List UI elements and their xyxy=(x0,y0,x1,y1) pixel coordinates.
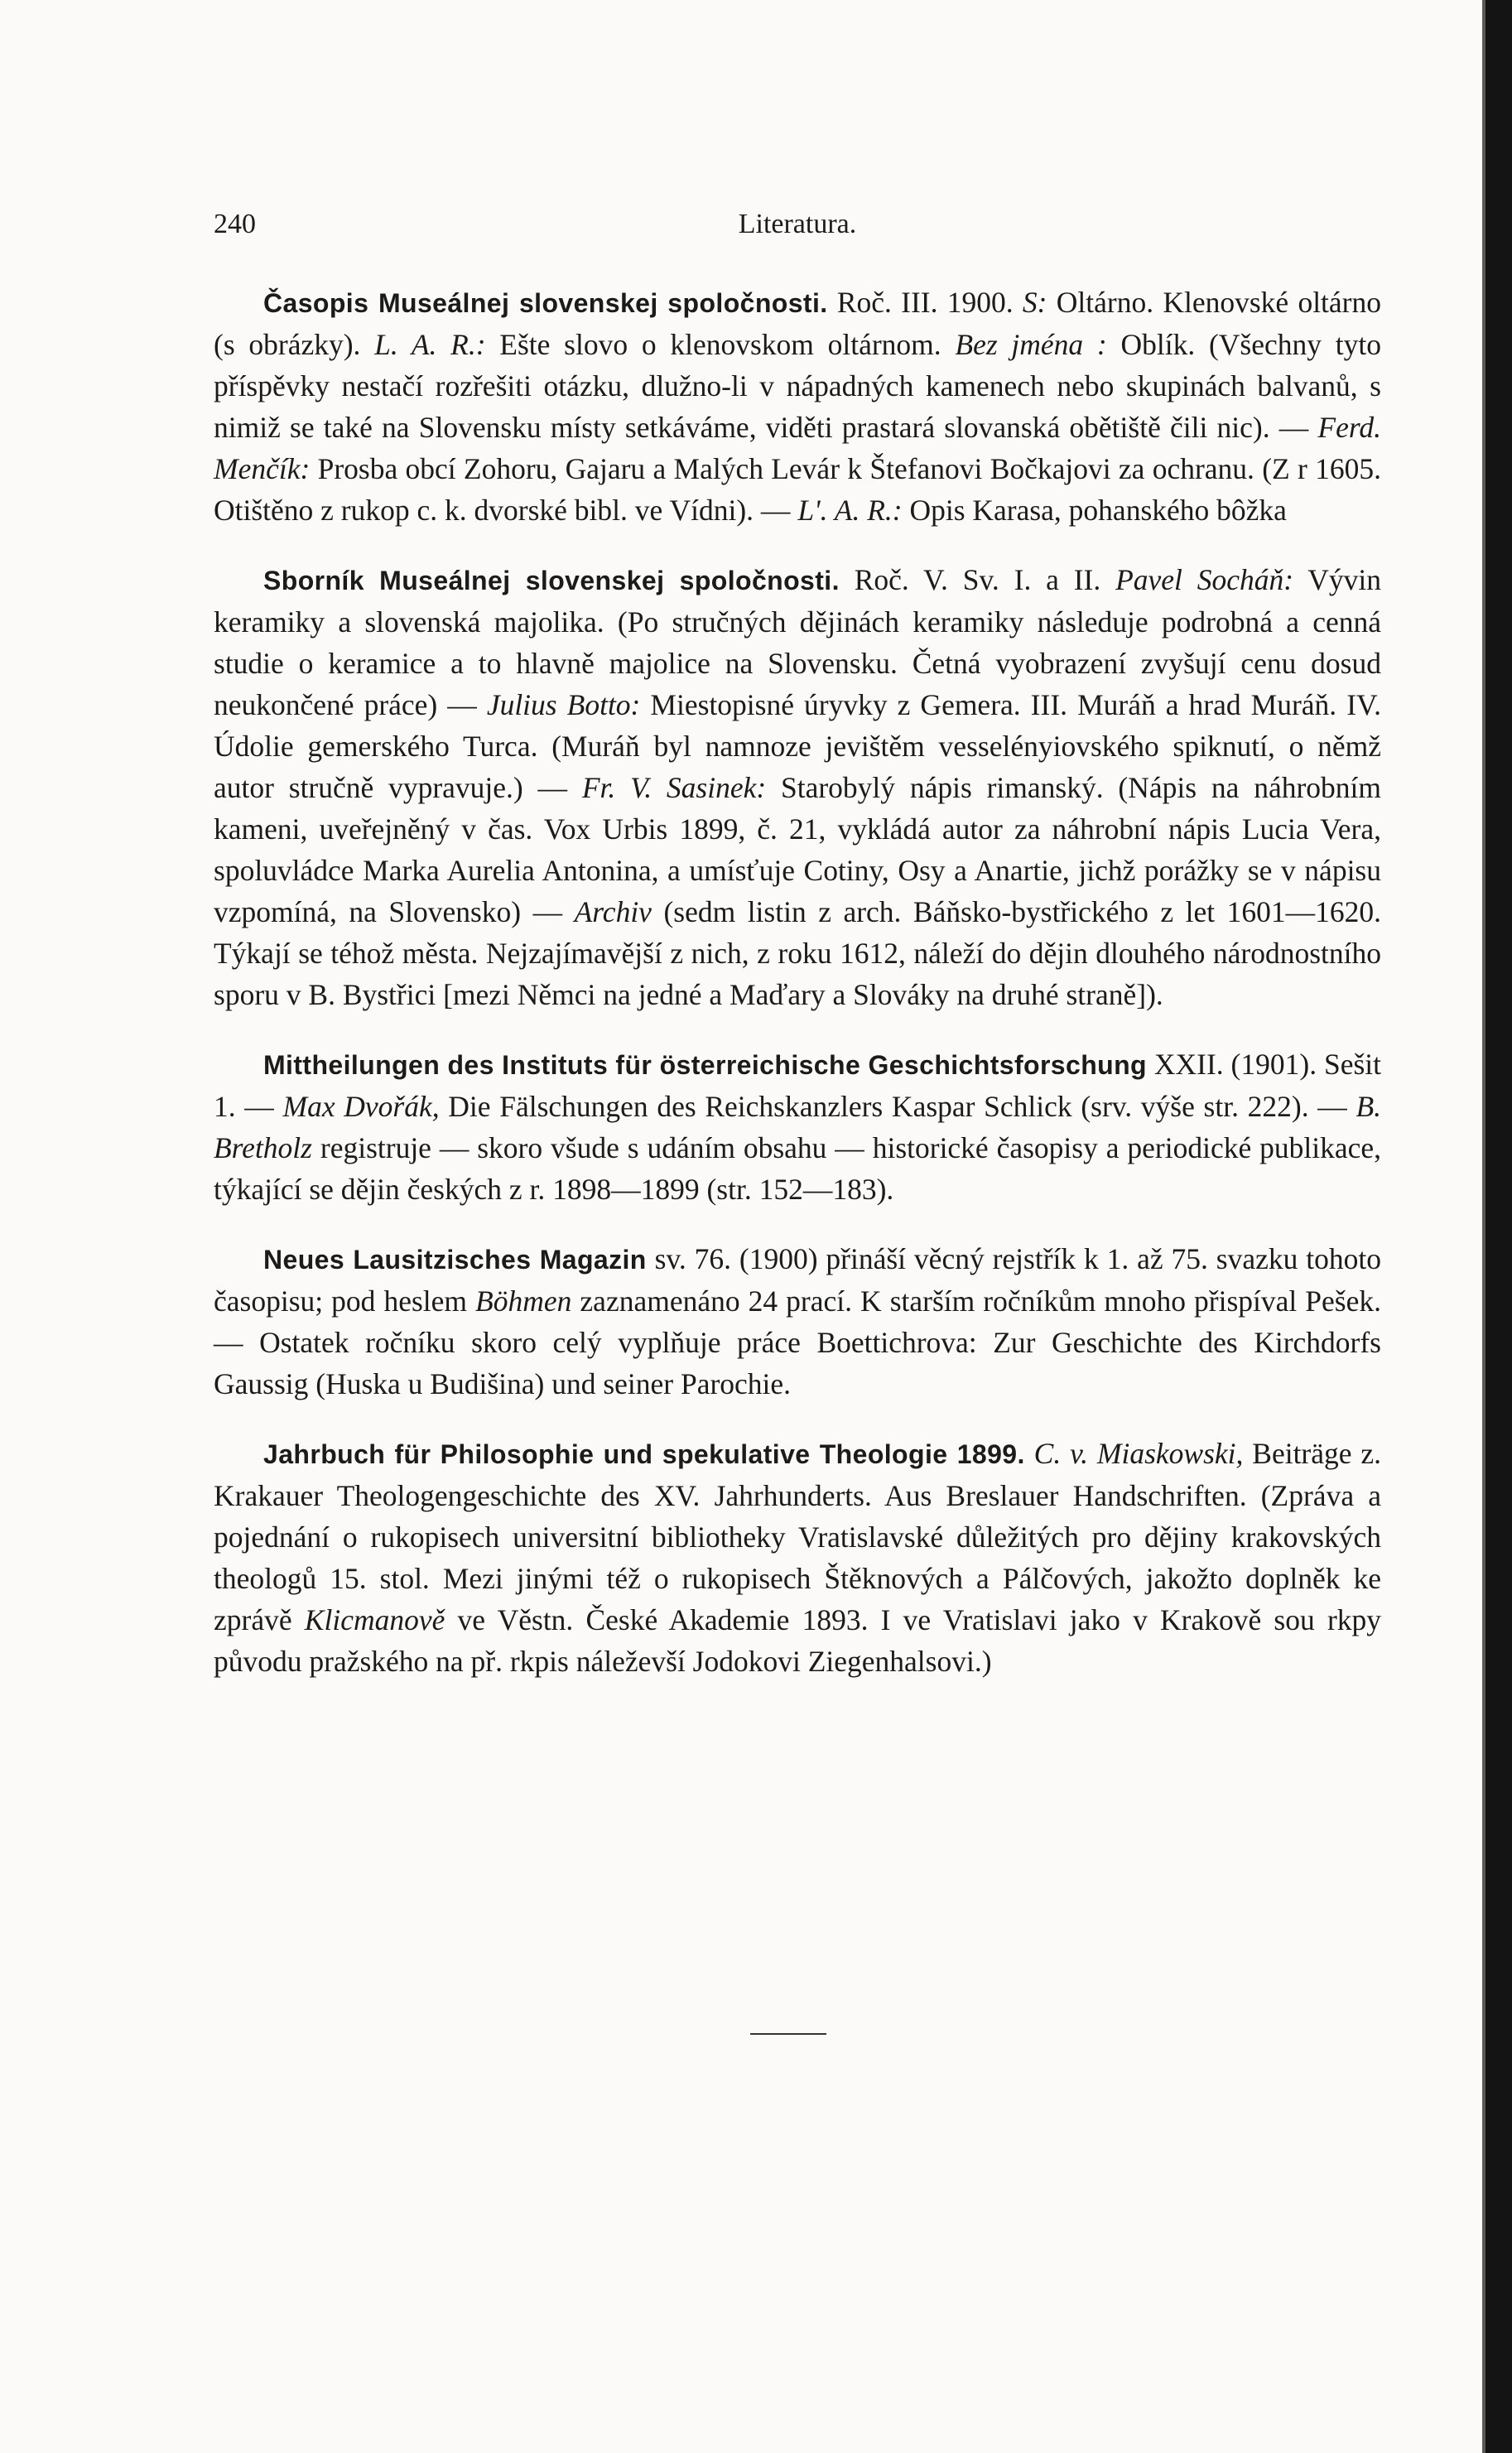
entry-text: Die Fälschungen des Reichskanzlers Kaspar Schlick (srv. výše str. 222). — xyxy=(439,1090,1356,1123)
scan-edge xyxy=(1482,0,1512,2453)
cited-author: Klicmanově xyxy=(304,1603,445,1636)
entry-text: Ešte slovo o klenovskom oltárnom. xyxy=(485,328,956,361)
entry-text: Miestopisné úryvky z Gemera. III. Muráň a hrad Muráň. IV. Údolie gemerského Turca. (Muráň byl namnoze jevištěm vesselényiovského spiknutí, o němž autor stručně vypravuje.) — xyxy=(214,688,1381,804)
entry-text: (sedm listin z arch. Báňsko-bystřického z let 1601—1620. Týkají se téhož města. Nejzajímavější z nich, z roku 1612, náleží do dějin dlouhého národnostního sporu v B. Bystřici [mezi Němci na jedné a Maďary a Slováky na druhé straně]). xyxy=(214,895,1381,1011)
entry-text: Vývin keramiky a slovenská majolika. (Po stručných dějinách keramiky následuje podrobná a cenná studie o keramice a to hlavně majolice na Slovensku. Četná vyobrazení zvyšují cenu dosud neukončené práce) — xyxy=(214,563,1382,721)
entry-text: Beiträge z. Krakauer Theologengeschichte des XV. Jahrhunderts. Aus Breslauer Handschriften. (Zpráva a pojednání o rukopisech universitní bibliotheky Vratislavské důležitých pro dějiny krakovských theologů 15. stol. Mezi jinými též o rukopisech Štěknových a Pálčových, jakožto doplněk ke zprávě xyxy=(214,1437,1382,1636)
entry-text: zaznamenáno 24 prací. K starším ročníkům mnoho přispíval Pešek. — Ostatek ročníku skoro celý vyplňuje práce Boettichrova: Zur Geschichte des Kirchdorfs Gaussig (Huska u Budišina) und seiner Parochie. xyxy=(214,1284,1381,1400)
cited-author: C. v. Miaskowski, xyxy=(1033,1437,1244,1470)
running-title: Literatura. xyxy=(738,209,857,239)
entry-text: Oblík. (Všechny tyto příspěvky nestačí rozřešiti otázku, dlužno-li v nápadných kamenech nebo skupinách balvanů, s nimiž se také na Slovensku místy setkáváme, viděti prastará slovanská obětiště čili nic). — xyxy=(214,328,1381,444)
cited-author: L. A. R.: xyxy=(374,328,486,361)
cited-author: Max Dvořák, xyxy=(282,1090,440,1123)
entry-body xyxy=(214,1437,1381,1678)
entry-text: Prosba obcí Zohoru, Gajaru a Malých Levár k Štefanovi Bočkajovi za ochranu. (Z r 1605. Otištěno z rukop c. k. dvorské bibl. ve Vídni). — xyxy=(214,452,1381,527)
cited-author: Archiv xyxy=(574,895,652,928)
page-number: 240 xyxy=(214,209,256,239)
cited-author: Bez jména : xyxy=(955,328,1107,361)
entry-jahrbuch-philosophie xyxy=(214,1433,1381,1682)
entry-neues-lausitzisches-magazin xyxy=(214,1238,1381,1405)
entry-lead: Časopis Museálnej slovenskej spoločnosti. xyxy=(263,288,828,318)
entry-text: Starobylý nápis rimanský. (Nápis na náhrobním kameni, uveřejněný v čas. Vox Urbis 1899, č. 21, vykládá autor za náhrobní nápis Lucia Vera, spoluvládce Marka Aurelia Antonina, a umísťuje Cotiny, Osy a Anartie, jichž porážky se v nápisu vzpomíná, na Slovensko) — xyxy=(214,771,1382,928)
entry-body xyxy=(214,563,1381,1011)
entry-text: ve Věstn. České Akademie 1893. I ve Vratislavi jako v Krakově sou rkpy původu pražského na př. rkpis náleževší Jodokovi Ziegenhalsovi.) xyxy=(214,1603,1382,1678)
cited-author: B. Bretholz xyxy=(214,1090,1382,1164)
cited-author: Böhmen xyxy=(475,1284,572,1318)
entry-lead: Neues Lausitzisches Magazin xyxy=(263,1245,647,1275)
entry-text: Opis Karasa, pohanského bôžka xyxy=(902,494,1287,527)
entry-sbornik-musealnej xyxy=(214,559,1381,1015)
cited-author: Ferd. Menčík: xyxy=(214,411,1381,485)
entry-lead: Sborník Museálnej slovenskej spoločnosti. xyxy=(263,566,840,595)
entry-text: Oltárno. Klenovské oltárno (s obrázky). xyxy=(214,286,1382,361)
entry-text: sv. 76. (1900) přináší věcný rejstřík k 1. až 75. svazku tohoto časopisu; pod heslem xyxy=(214,1242,1381,1318)
page-header xyxy=(214,209,1381,250)
entry-text xyxy=(1025,1437,1034,1470)
entry-lead: Mittheilungen des Instituts für österreichische Geschichtsforschung xyxy=(263,1050,1147,1080)
cited-author: Julius Botto: xyxy=(486,688,641,721)
cited-author: Pavel Socháň: xyxy=(1115,563,1294,596)
cited-author: L'. A. R.: xyxy=(797,494,903,527)
entry-text: registruje — skoro všude s udáním obsahu — historické časopisy a periodické publikace, týkající se dějin českých z r. 1898—1899 (str. 152—183). xyxy=(214,1131,1381,1206)
end-rule xyxy=(750,2033,826,2035)
entry-text: Roč. V. Sv. I. a II. xyxy=(839,563,1116,596)
entry-lead: Jahrbuch für Philosophie und spekulative Theologie 1899. xyxy=(263,1439,1025,1469)
entry-text: Roč. III. 1900. xyxy=(827,286,1023,319)
cited-author: S: xyxy=(1022,286,1047,319)
entry-mittheilungen xyxy=(214,1043,1381,1210)
entry-text: XXII. (1901). Sešit 1. — xyxy=(214,1048,1381,1123)
review-entries xyxy=(214,282,1381,1682)
cited-author: Fr. V. Sasinek: xyxy=(581,771,767,804)
entry-casopis-musealnej xyxy=(214,282,1381,531)
entry-body xyxy=(214,286,1381,527)
